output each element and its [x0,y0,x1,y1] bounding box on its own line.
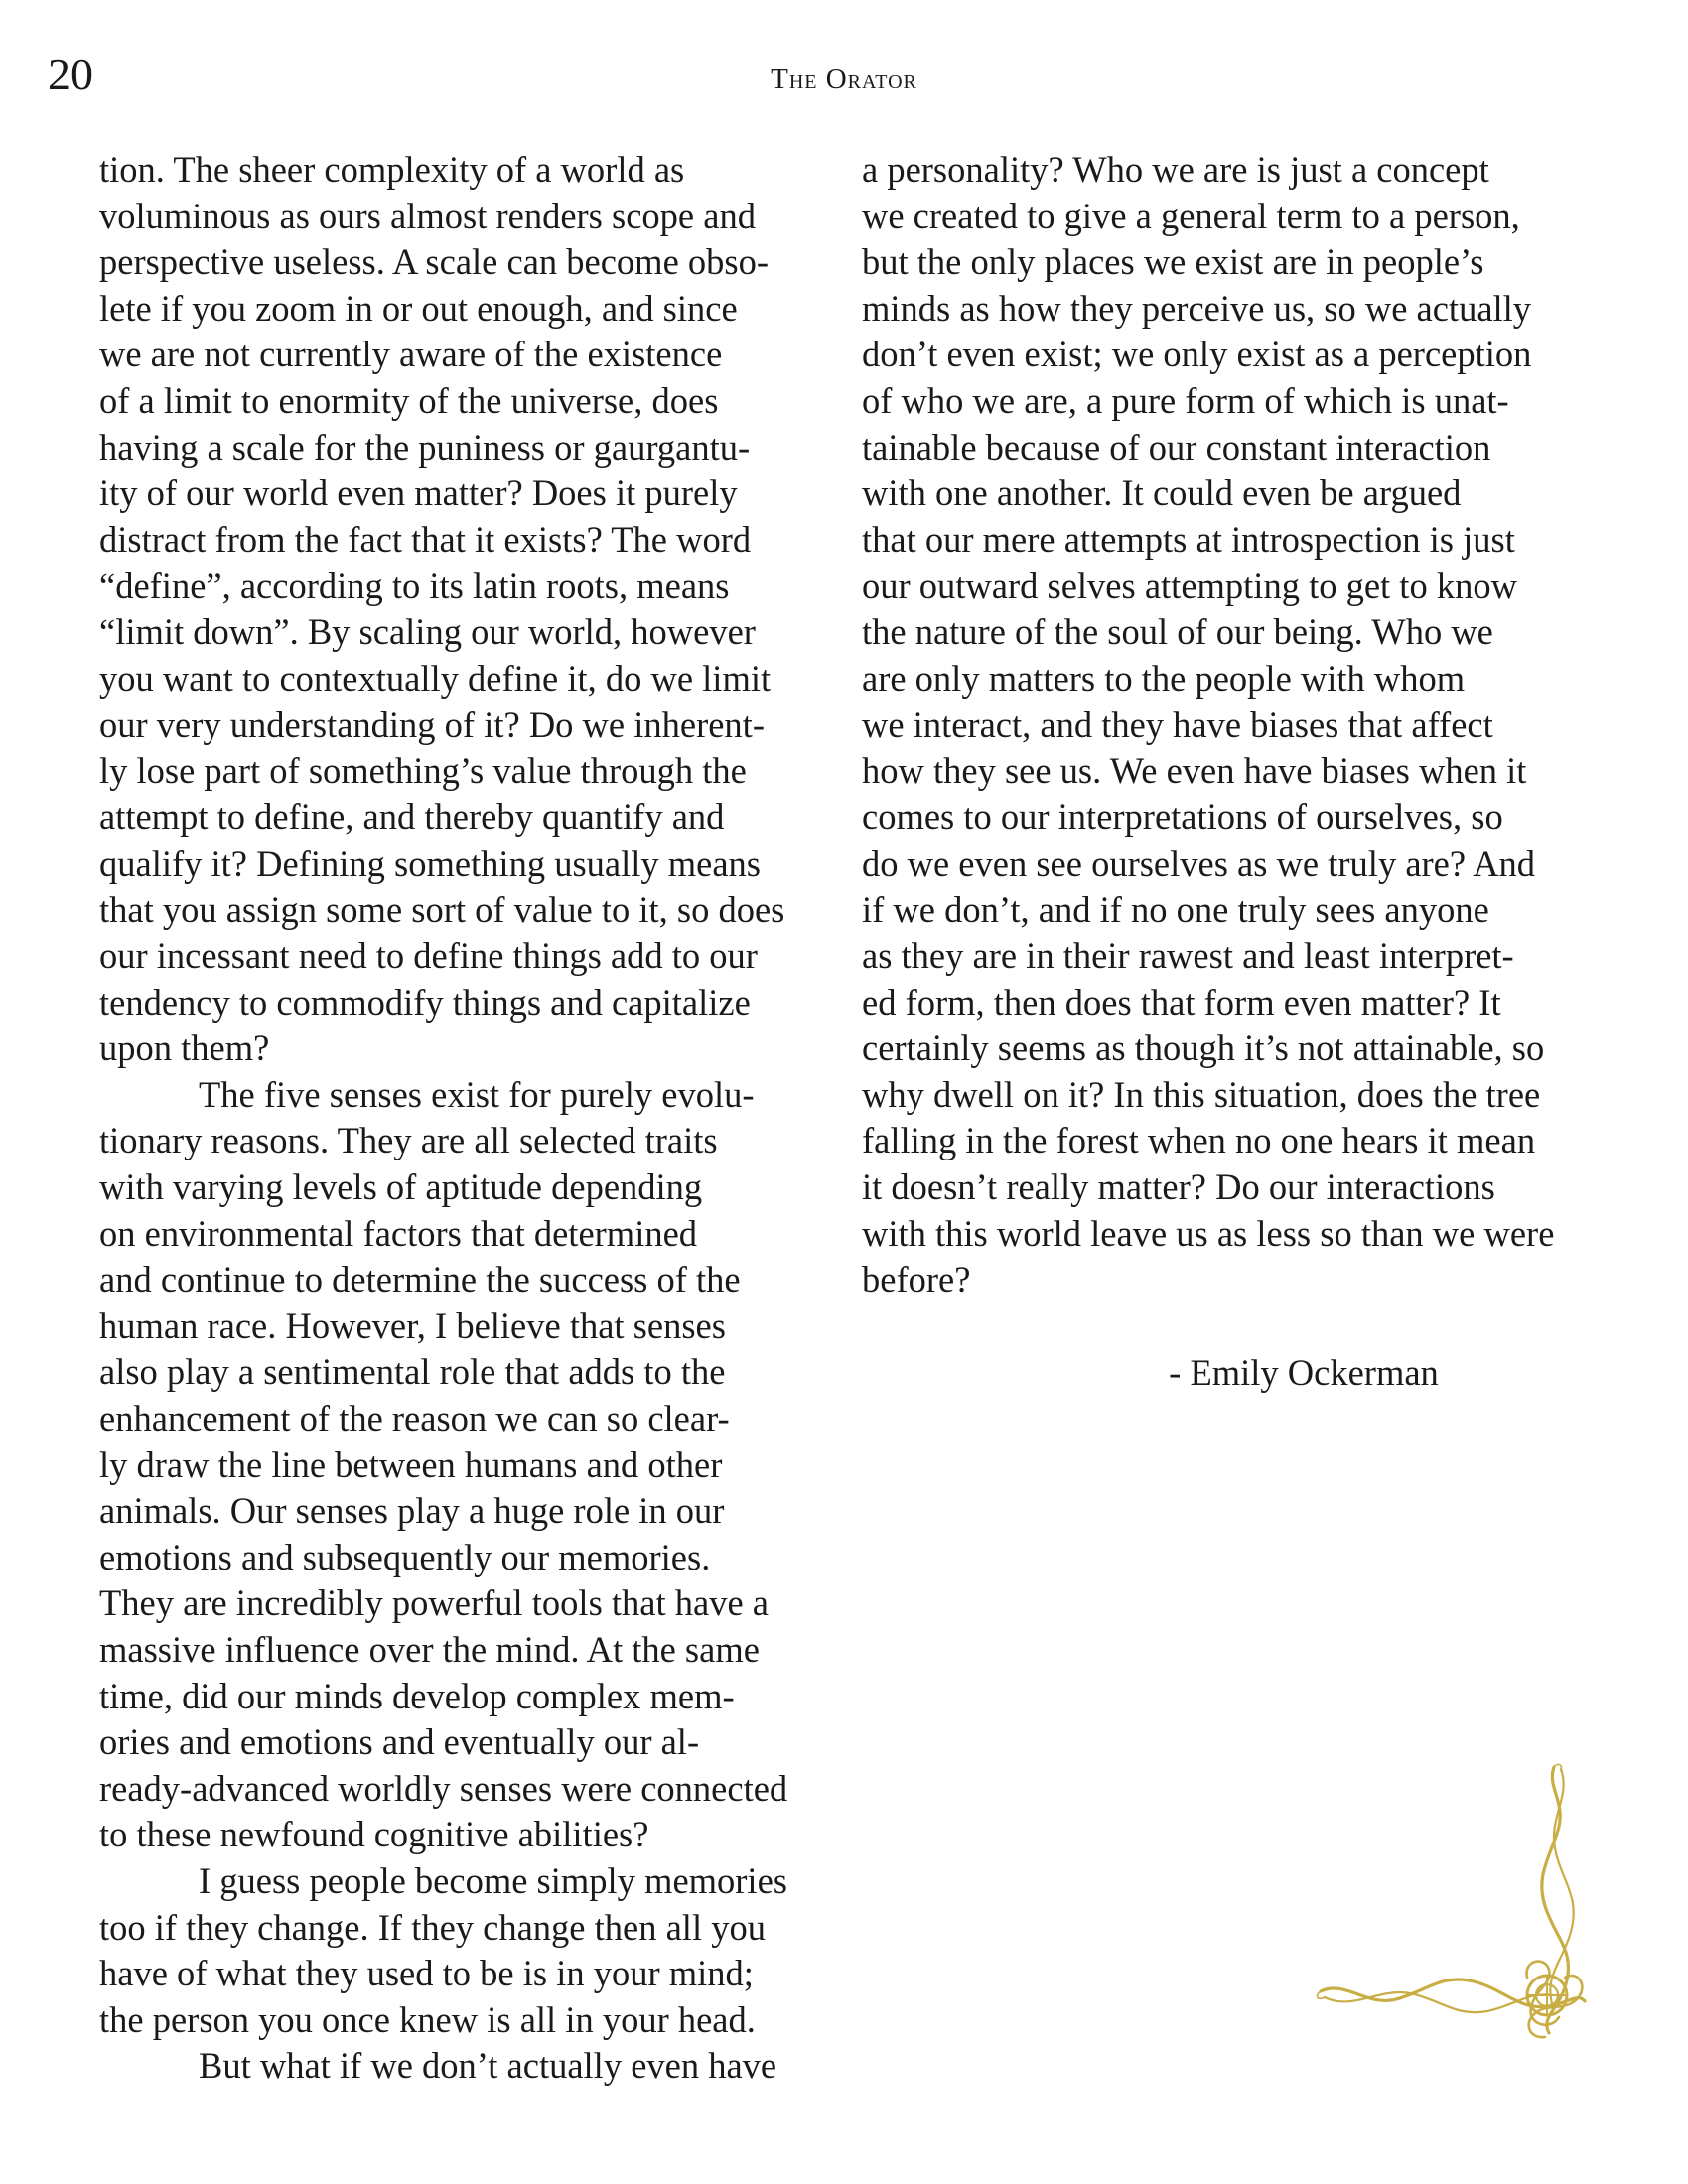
text-line: that you assign some sort of value to it, so does [99,888,785,930]
text-line: ly lose part of something’s value through the [99,750,747,791]
text-line: tendency to commodify things and capitalize [99,981,751,1023]
text-line: perspective useless. A scale can become obso- [99,241,770,283]
text-line: before? [862,1259,971,1300]
text-line: having a scale for the puniness or gaurgantu- [99,426,751,468]
right-text-column [862,147,1597,1303]
text-line: ready-advanced worldly senses were connected [99,1767,788,1809]
text-line: how they see us. We even have biases when it [862,750,1527,791]
paragraph-start-line: The five senses exist for purely evolu- [199,1073,755,1115]
text-line: human race. However, I believe that senses [99,1304,726,1346]
text-line: do we even see ourselves as we truly are? And [862,842,1536,884]
paragraph-start-line: I guess people become simply memories [199,1859,787,1901]
text-line: ed form, then does that form even matter? It [862,981,1501,1023]
paragraph-start-line: But what if we don’t actually even have [199,2045,777,2087]
ornament-strokes [1318,1764,1585,2037]
text-line: with this world leave us as less so than we were [862,1212,1555,1254]
text-line: ly draw the line between humans and other [99,1443,723,1485]
text-line: time, did our minds develop complex mem- [99,1675,735,1716]
text-line: and continue to determine the success of the [99,1259,741,1300]
text-line: falling in the forest when no one hears it mean [862,1120,1536,1161]
page-number: 20 [48,49,93,99]
text-line: animals. Our senses play a huge role in our [99,1490,725,1532]
text-line: as they are in their rawest and least interpret- [862,935,1514,977]
text-line: but the only places we exist are in people’s [862,241,1484,283]
celtic-corner-ornament-icon [1311,1757,1609,2085]
text-line: tion. The sheer complexity of a world as [99,149,685,190]
text-line: distract from the fact that it exists? The word [99,518,752,560]
text-line: it doesn’t really matter? Do our interactions [862,1166,1495,1208]
text-line: attempt to define, and thereby quantify and [99,796,725,838]
text-line: comes to our interpretations of ourselves, so [862,796,1503,838]
text-line: to these newfound cognitive abilities? [99,1814,649,1855]
text-line: voluminous as ours almost renders scope and [99,195,756,236]
text-line: that our mere attempts at introspection is just [862,518,1515,560]
text-line: we are not currently aware of the existence [99,334,723,375]
text-line: certainly seems as though it’s not attainable, so [862,1027,1545,1069]
text-line: massive influence over the mind. At the same [99,1629,760,1670]
text-line: emotions and subsequently our memories. [99,1536,711,1577]
text-line: qualify it? Defining something usually means [99,842,762,884]
text-line: why dwell on it? In this situation, does the tree [862,1073,1541,1115]
text-line: we interact, and they have biases that affect [862,704,1493,746]
text-line: lete if you zoom in or out enough, and since [99,287,738,329]
text-line: with one another. It could even be argued [862,473,1462,514]
publication-title: The Orator [771,64,917,95]
text-line: tionary reasons. They are all selected traits [99,1120,718,1161]
text-line: of who we are, a pure form of which is unat- [862,379,1509,421]
text-line: if we don’t, and if no one truly sees anyone [862,888,1489,930]
text-line: our outward selves attempting to get to know [862,565,1517,607]
text-line: also play a sentimental role that adds to the [99,1351,726,1393]
text-line: don’t even exist; we only exist as a perception [862,334,1532,375]
text-line: are only matters to the people with whom [862,657,1466,699]
text-line: the nature of the soul of our being. Who we [862,611,1493,652]
text-line: of a limit to enormity of the universe, does [99,379,719,421]
text-line: our very understanding of it? Do we inherent- [99,704,765,746]
author-signature: - Emily Ockerman [1169,1352,1439,1393]
text-line: minds as how they perceive us, so we actually [862,287,1532,329]
text-line: with varying levels of aptitude depending [99,1166,703,1208]
text-line: “define”, according to its latin roots, means [99,565,730,607]
text-line: tainable because of our constant interaction [862,426,1491,468]
text-line: have of what they used to be is in your mind; [99,1953,754,1994]
text-line: They are incredibly powerful tools that have a [99,1582,769,1624]
text-line: our incessant need to define things add to our [99,935,758,977]
text-line: we created to give a general term to a person, [862,195,1520,236]
text-line: too if they change. If they change then all you [99,1906,766,1948]
text-line: enhancement of the reason we can so clear- [99,1398,730,1439]
text-line: ity of our world even matter? Does it purely [99,473,738,514]
text-line: ories and emotions and eventually our al- [99,1721,700,1763]
left-text-column [99,147,834,2090]
text-line: the person you once knew is all in your head. [99,1998,756,2040]
text-line: on environmental factors that determined [99,1212,698,1254]
text-line: upon them? [99,1027,270,1069]
text-line: a personality? Who we are is just a concept [862,149,1489,190]
text-line: “limit down”. By scaling our world, however [99,611,756,652]
text-line: you want to contextually define it, do we limit [99,657,772,699]
